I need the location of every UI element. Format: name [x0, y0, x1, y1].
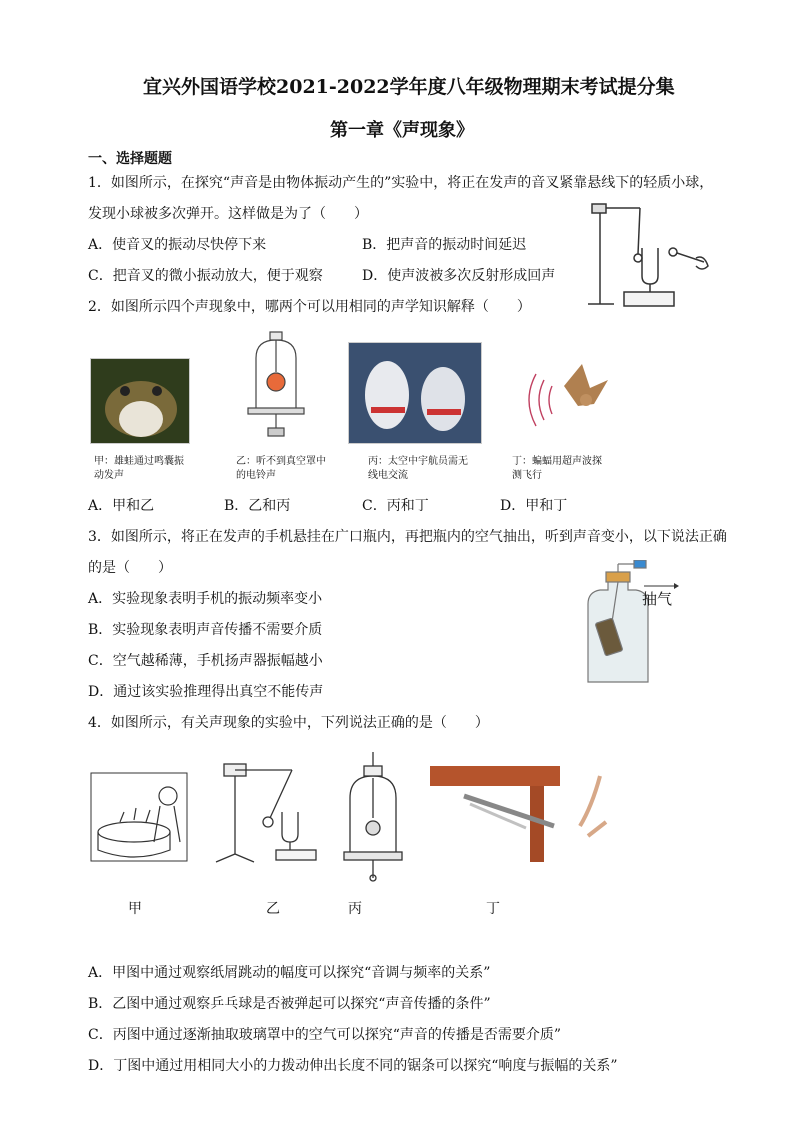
q4-label-ding: 丁 — [486, 901, 500, 917]
q4-saw-table-figure — [430, 766, 616, 862]
q1-option-d[interactable]: D．使声波被多次反射形成回声 — [362, 268, 556, 284]
q1-option-c[interactable]: C．把音叉的微小振动放大，便于观察 — [88, 268, 323, 284]
q3-option-d[interactable]: D．通过该实验推理得出真空不能传声 — [88, 684, 324, 700]
q3-jar-figure — [578, 560, 688, 688]
q2-bell-jar-image — [240, 328, 312, 442]
q4-label-bing: 丙 — [348, 901, 362, 917]
document-title: 宜兴外国语学校2021-2022学年度八年级物理期末考试提分集 — [143, 76, 675, 98]
q1-stem-line2: 发现小球被多次弹开。这样做是为了（ ） — [88, 206, 368, 222]
q4-option-a[interactable]: A．甲图中通过观察纸屑跳动的幅度可以探究“音调与频率的关系” — [88, 965, 491, 981]
q4-stem: 4．如图所示，有关声现象的实验中，下列说法正确的是（ ） — [88, 715, 489, 731]
q2-option-c[interactable]: C．丙和丁 — [362, 498, 429, 514]
q2-frog-image — [90, 358, 190, 444]
q4-label-jia: 甲 — [128, 901, 142, 917]
q2-bat-image — [520, 350, 612, 442]
q4-option-c[interactable]: C．丙图中通过逐渐抽取玻璃罩中的空气可以探究“声音的传播是否需要介质” — [88, 1027, 562, 1043]
q3-stem-line1: 3．如图所示，将正在发声的手机悬挂在广口瓶内，再把瓶内的空气抽出，听到声音变小，以下说法正确 — [88, 529, 727, 545]
q3-option-c[interactable]: C．空气越稀薄，手机扬声器振幅越小 — [88, 653, 323, 669]
chapter-title: 第一章《声现象》 — [330, 120, 474, 141]
q1-stem-line1: 1．如图所示，在探究“声音是由物体振动产生的”实验中，将正在发声的音叉紧靠悬线下的轻质小球， — [88, 175, 714, 191]
q2-caption-jia: 甲：雄蛙通过鸣囊振动发声 — [94, 456, 184, 481]
q4-label-yi: 乙 — [266, 901, 280, 917]
q2-caption-ding: 丁：蝙蝠用超声波探测飞行 — [512, 456, 602, 481]
q4-option-b[interactable]: B．乙图中通过观察乒乓球是否被弹起可以探究“声音传播的条件” — [88, 996, 491, 1012]
q2-option-d[interactable]: D．甲和丁 — [500, 498, 568, 514]
q4-option-d[interactable]: D．丁图中通过用相同大小的力拨动伸出长度不同的锯条可以探究“响度与振幅的关系” — [88, 1058, 618, 1074]
section-heading: 一、选择题题 — [88, 151, 172, 167]
q2-astronauts-image — [348, 342, 482, 444]
q3-option-a[interactable]: A．实验现象表明手机的振动频率变小 — [88, 591, 323, 607]
arrow-right-icon — [644, 582, 680, 590]
q2-option-a[interactable]: A．甲和乙 — [88, 498, 155, 514]
q2-stem: 2．如图所示四个声现象中，哪两个可以用相同的声学知识解释（ ） — [88, 299, 531, 315]
q4-fork-pendulum-figure — [206, 758, 324, 866]
q1-tuning-fork-figure — [578, 196, 718, 314]
q3-option-b[interactable]: B．实验现象表明声音传播不需要介质 — [88, 622, 323, 638]
q4-bell-jar-figure — [342, 748, 404, 886]
q3-stem-line2: 的是（ ） — [88, 560, 172, 576]
q3-pump-label: 抽气 — [642, 591, 673, 608]
q1-option-b[interactable]: B．把声音的振动时间延迟 — [362, 237, 527, 253]
q2-caption-bing: 丙：太空中宇航员需无线电交流 — [368, 456, 468, 481]
q2-caption-yi: 乙：听不到真空罩中的电铃声 — [236, 456, 326, 481]
q4-drum-figure — [90, 772, 188, 862]
q2-option-b[interactable]: B．乙和丙 — [224, 498, 291, 514]
q1-option-a[interactable]: A．使音叉的振动尽快停下来 — [88, 237, 267, 253]
